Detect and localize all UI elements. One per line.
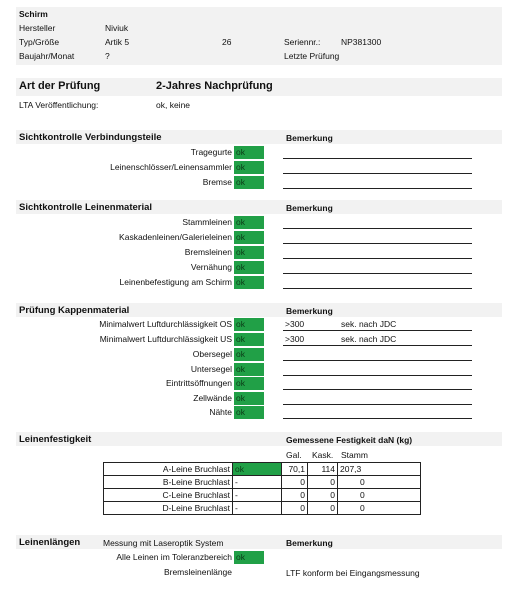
- verbindung-title: Sichtkontrolle Verbindungsteile: [19, 132, 162, 143]
- ok-badge: ok: [234, 348, 264, 361]
- seriennr-label: Seriennr.:: [284, 37, 321, 47]
- lta-label: LTA Veröffentlichung:: [19, 100, 99, 110]
- ok-badge: ok: [234, 406, 264, 419]
- kappe-item-label: Minimalwert Luftdurchlässigkeit US: [99, 334, 232, 344]
- kappe-item-note: sek. nach JDC: [341, 319, 397, 329]
- festigkeit-row-status: -: [232, 501, 282, 515]
- remark-line[interactable]: [283, 389, 472, 390]
- verbindung-remark-header: Bemerkung: [286, 133, 333, 143]
- laengen-title: Leinenlängen: [19, 537, 81, 548]
- remark-line[interactable]: [283, 173, 472, 174]
- festigkeit-row-status: -: [232, 475, 282, 489]
- kappe-item-label: Nähte: [209, 407, 232, 417]
- kappe-item-label: Minimalwert Luftdurchlässigkeit OS: [99, 319, 232, 329]
- ok-badge: ok: [234, 161, 264, 174]
- bremsleinen-note: LTF konform bei Eingangsmessung: [286, 568, 420, 578]
- ok-badge: ok: [234, 176, 264, 189]
- kappe-item-value: >300: [285, 319, 305, 329]
- festigkeit-row-status: ok: [232, 462, 282, 476]
- kappe-item-note: sek. nach JDC: [341, 334, 397, 344]
- remark-line[interactable]: [283, 288, 472, 289]
- remark-line[interactable]: [283, 243, 472, 244]
- remark-line[interactable]: [283, 418, 472, 419]
- ok-badge: ok: [234, 551, 264, 564]
- festigkeit-row-kask[interactable]: 0: [307, 488, 338, 502]
- festigkeit-row-label: D-Leine Bruchlast: [103, 501, 233, 515]
- leinenmaterial-item-label: Bremsleinen: [184, 247, 232, 257]
- lta-value: ok, keine: [156, 100, 191, 110]
- groesse-value: 26: [222, 37, 232, 47]
- ok-badge: ok: [234, 261, 264, 274]
- laengen-remark-header: Bemerkung: [286, 538, 333, 548]
- letzte-pruefung-label: Letzte Prüfung: [284, 51, 340, 61]
- ok-badge: ok: [234, 392, 264, 405]
- leinenmaterial-item-label: Stammleinen: [182, 217, 232, 227]
- festigkeit-row-label: A-Leine Bruchlast: [103, 462, 233, 476]
- verbindung-item-label: Leinenschlösser/Leinensammler: [110, 162, 232, 172]
- festigkeit-row-status: -: [232, 488, 282, 502]
- ok-badge: ok: [234, 333, 264, 346]
- pruefung-value: 2-Jahres Nachprüfung: [156, 80, 273, 92]
- schirm-band: [16, 7, 502, 65]
- kappe-title: Prüfung Kappenmaterial: [19, 305, 130, 316]
- remark-line[interactable]: [283, 330, 472, 331]
- laengen-subtitle: Messung mit Laseroptik System: [103, 538, 224, 548]
- leinenmaterial-item-label: Leinenbefestigung am Schirm: [119, 277, 232, 287]
- ok-badge: ok: [234, 377, 264, 390]
- seriennr-value: NP381300: [341, 37, 382, 47]
- col-stamm-header: Stamm: [341, 450, 368, 460]
- festigkeit-row-gal[interactable]: 70,1: [281, 462, 308, 476]
- leinenmaterial-title: Sichtkontrolle Leinenmaterial: [19, 202, 153, 213]
- leinenmaterial-item-label: Vernähung: [190, 262, 232, 272]
- festigkeit-row-stamm[interactable]: 0: [337, 488, 421, 502]
- festigkeit-row-stamm[interactable]: 207,3: [337, 462, 421, 476]
- baujahr-label: Baujahr/Monat: [19, 51, 75, 61]
- festigkeit-row-gal[interactable]: 0: [281, 501, 308, 515]
- kappe-remark-header: Bemerkung: [286, 306, 333, 316]
- ok-badge: ok: [234, 246, 264, 259]
- schirm-title: Schirm: [19, 9, 48, 19]
- festigkeit-row-kask[interactable]: 0: [307, 475, 338, 489]
- ok-badge: ok: [234, 231, 264, 244]
- hersteller-label: Hersteller: [19, 23, 56, 33]
- col-kask-header: Kask.: [312, 450, 334, 460]
- kappe-item-label: Obersegel: [192, 349, 232, 359]
- kappe-item-label: Eintrittsöffnungen: [166, 378, 232, 388]
- festigkeit-row-stamm[interactable]: 0: [337, 475, 421, 489]
- festigkeit-header: Gemessene Festigkeit daN (kg): [286, 435, 413, 445]
- kappe-item-label: Untersegel: [190, 364, 232, 374]
- festigkeit-row-gal[interactable]: 0: [281, 475, 308, 489]
- typ-label: Typ/Größe: [19, 37, 60, 47]
- verbindung-item-label: Tragegurte: [190, 147, 232, 157]
- verbindung-item-label: Bremse: [202, 177, 232, 187]
- leinenmaterial-item-label: Kaskadenleinen/Galerieleinen: [119, 232, 232, 242]
- remark-line[interactable]: [283, 258, 472, 259]
- ok-badge: ok: [234, 216, 264, 229]
- festigkeit-row-label: B-Leine Bruchlast: [103, 475, 233, 489]
- kappe-item-value: >300: [285, 334, 305, 344]
- festigkeit-row-kask[interactable]: 0: [307, 501, 338, 515]
- bremsleinen-label: Bremsleinenlänge: [163, 567, 232, 577]
- remark-line[interactable]: [283, 345, 472, 346]
- col-gal-header: Gal.: [286, 450, 302, 460]
- pruefung-label: Art der Prüfung: [19, 80, 101, 92]
- festigkeit-row-gal[interactable]: 0: [281, 488, 308, 502]
- remark-line[interactable]: [283, 375, 472, 376]
- leinenmaterial-remark-header: Bemerkung: [286, 203, 333, 213]
- hersteller-value: Niviuk: [105, 23, 129, 33]
- ok-badge: ok: [234, 318, 264, 331]
- baujahr-value: ?: [105, 51, 110, 61]
- ok-badge: ok: [234, 276, 264, 289]
- laengen-band: [16, 535, 502, 549]
- festigkeit-title: Leinenfestigkeit: [19, 434, 92, 445]
- ok-badge: ok: [234, 363, 264, 376]
- typ-value: Artik 5: [105, 37, 130, 47]
- remark-line[interactable]: [283, 228, 472, 229]
- ok-badge: ok: [234, 146, 264, 159]
- remark-line[interactable]: [283, 273, 472, 274]
- remark-line[interactable]: [283, 360, 472, 361]
- remark-line[interactable]: [283, 158, 472, 159]
- kappe-item-label: Zellwände: [193, 393, 232, 403]
- remark-line[interactable]: [283, 404, 472, 405]
- toleranz-label: Alle Leinen im Toleranzbereich: [116, 552, 232, 562]
- festigkeit-row-kask[interactable]: 114: [307, 462, 338, 476]
- remark-line[interactable]: [283, 188, 472, 189]
- festigkeit-row-stamm[interactable]: 0: [337, 501, 421, 515]
- festigkeit-row-label: C-Leine Bruchlast: [103, 488, 233, 502]
